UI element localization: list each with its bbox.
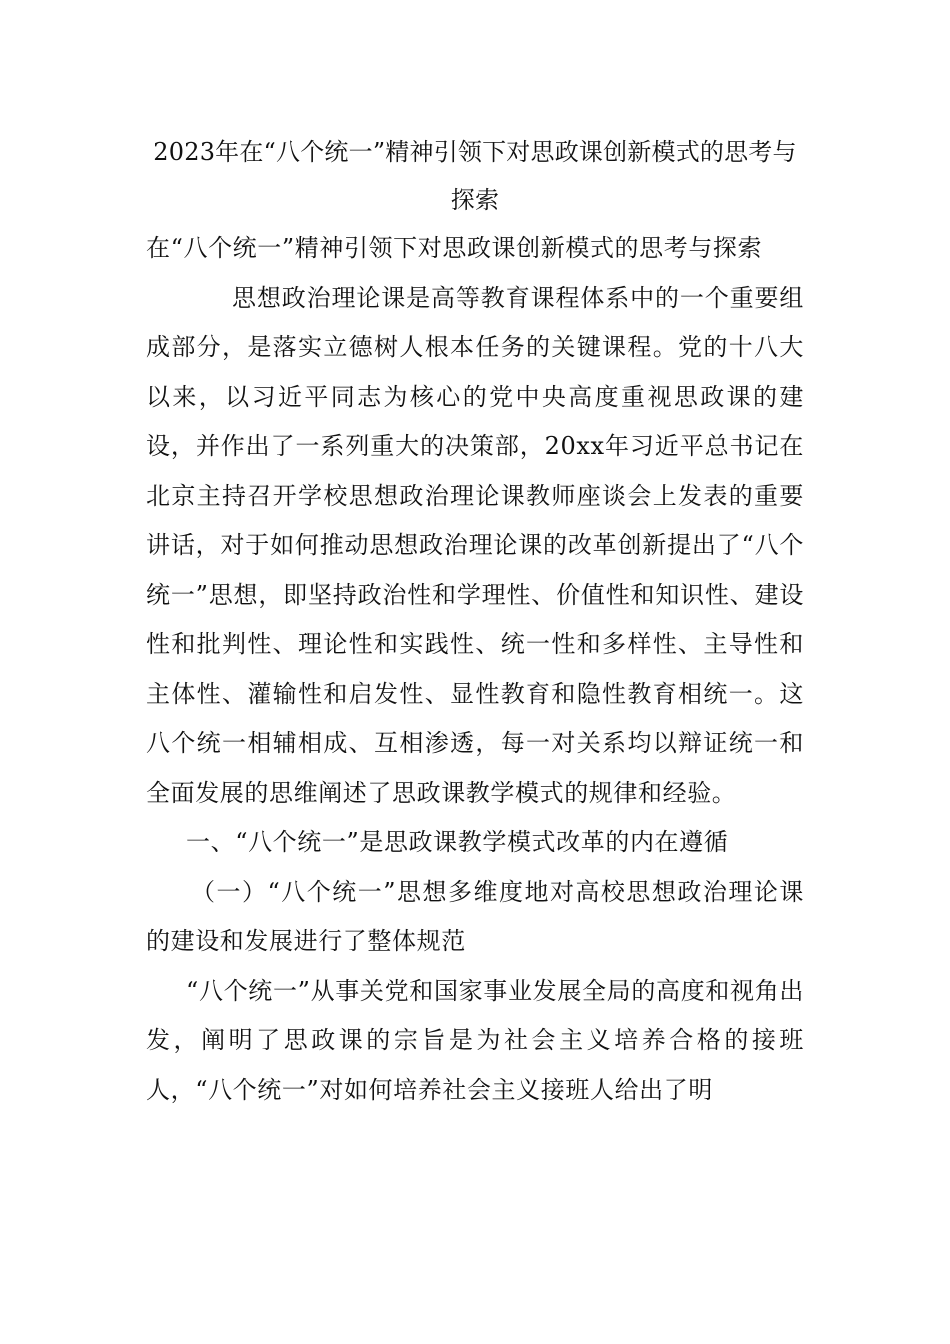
body-paragraph-2: “八个统一”从事关党和国家事业发展全局的高度和视角出发，阐明了思政课的宗旨是为社会主义培养合格的接班人，“八个统一”对如何培养社会主义接班人给出了明 [146, 976, 804, 1104]
section-heading-1: 一、“八个统一”是思政课教学模式改革的内在遵循 [186, 828, 729, 856]
subsection-heading-1: （一）“八个统一”思想多维度地对高校思想政治理论课的建设和发展进行了整体规范 [146, 877, 804, 955]
body-paragraph-1: 思想政治理论课是高等教育课程体系中的一个重要组成部分，是落实立德树人根本任务的关键课程。党的十八大以来，以习近平同志为核心的党中央高度重视思政课的建设，并作出了一系列重大的决策部，20xx年习近平总书记在北京主持召开学校思想政治理论课教师座谈会上发表的重要讲话，对于如何推动思想政治理论课的改革创新提出了“八个统一”思想，即坚持政治性和学理性、价值性和知识性、建设性和批判性、理论性和实践性、统一性和多样性、主导性和主体性、灌输性和启发性、显性教育和隐性教育相统一。这八个统一相辅相成、互相渗透，每一对关系均以辩证统一和全面发展的思维阐述了思政课教学模式的规律和经验。 [146, 283, 804, 807]
document-title: 2023年在“八个统一”精神引领下对思政课创新模式的思考与探索 [153, 138, 797, 214]
document-subtitle: 在“八个统一”精神引领下对思政课创新模式的思考与探索 [146, 234, 763, 262]
document-page [146, 128, 804, 1115]
